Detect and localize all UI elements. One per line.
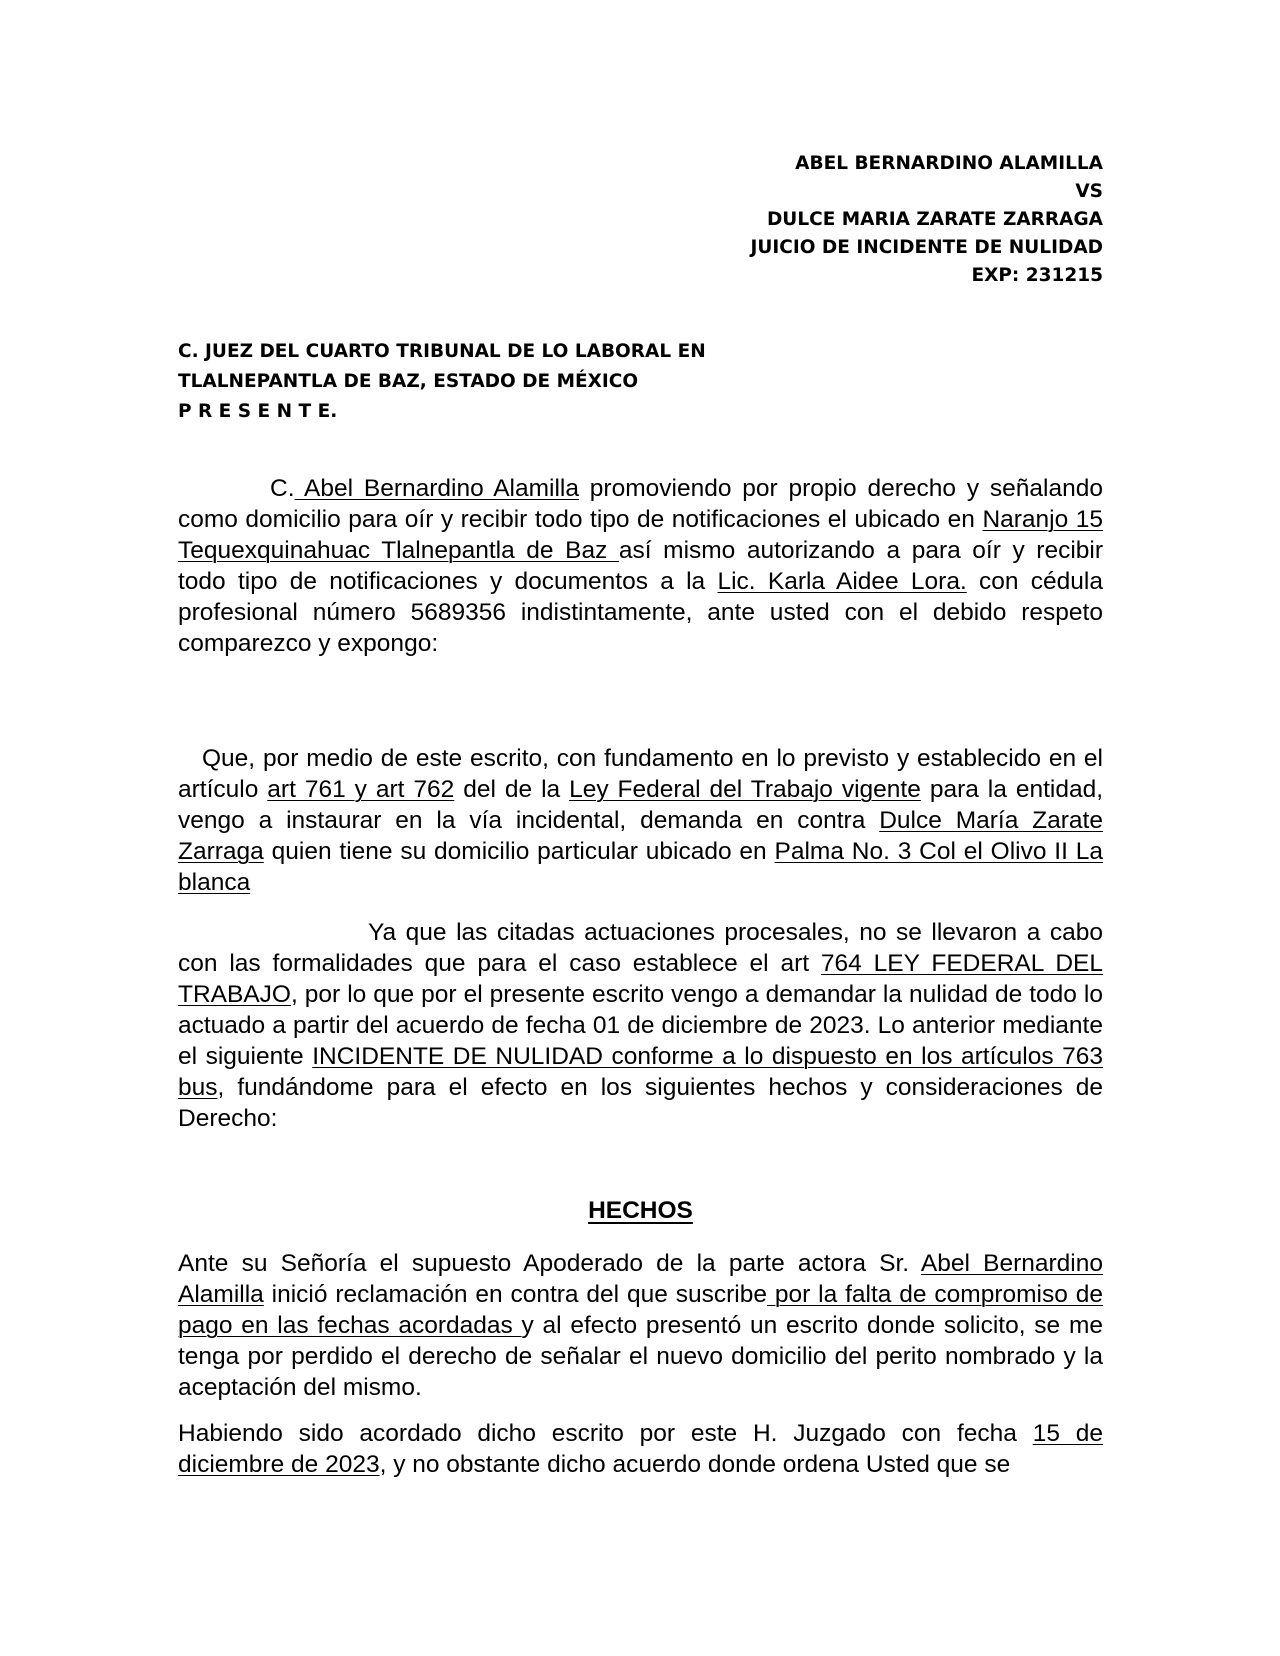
- petition-text-3: para la entidad, vengo a instaurar en la vía incidental, demanda en contra: [178, 776, 1104, 834]
- hechos-heading: [178, 1197, 1103, 1225]
- nullity-text-2: , por lo que por el presente escrito vengo a demandar la nulidad de todo lo actuado a partir del acuerdo de fecha 01 de diciembre de 2023. Lo anterior mediante el siguiente: [178, 981, 1103, 1070]
- authorized-lawyer: Lic. Karla Aidee Lora.: [717, 568, 967, 595]
- addressee-line-1: C. JUEZ DEL CUARTO TRIBUNAL DE LO LABORAL EN: [178, 341, 706, 362]
- nullity-paragraph: [178, 917, 1103, 1134]
- hechos1-text-3: y al efecto presentó un escrito donde solicito, se me tenga por perdido el derecho de señalar el nuevo domicilio del perito nombrado y la aceptación del mismo.: [178, 1312, 1103, 1401]
- article-764-reference: 764 LEY FEDERAL DEL TRABAJO: [178, 950, 1103, 1008]
- intro-text-3: así mismo autorizando a para oír y recibir todo tipo de notificaciones y documentos a la: [178, 537, 1104, 595]
- plaintiff-name: ABEL BERNARDINO ALAMILLA: [795, 153, 1103, 174]
- hechos2-text-2: , y no obstante dicho acuerdo donde ordena Usted que se: [379, 1451, 1011, 1478]
- addressee-line-3: P R E S E N T E.: [178, 401, 338, 422]
- defendant-name: DULCE MARIA ZARATE ZARRAGA: [766, 209, 1103, 230]
- case-caption: [700, 150, 1103, 290]
- addressee-line-2: TLALNEPANTLA DE BAZ, ESTADO DE MÉXICO: [178, 371, 639, 392]
- petition-text-2: del de la: [454, 776, 570, 803]
- law-reference: Ley Federal del Trabajo vigente: [569, 776, 921, 803]
- plaintiff-reference: Abel Bernardino Alamilla: [178, 1250, 1103, 1308]
- articles-reference: art 761 y art 762: [267, 776, 455, 803]
- hechos1-text-1: Ante su Señoría el supuesto Apoderado de la parte actora Sr.: [178, 1250, 921, 1277]
- nullity-text-1: Ya que las citadas actuaciones procesales, no se llevaron a cabo con las formalidades que para el caso establece el art: [178, 919, 1103, 977]
- hechos-heading-text: HECHOS: [588, 1197, 693, 1224]
- addressee-block: [178, 337, 778, 427]
- hechos2-text-1: Habiendo sido acordado dicho escrito por este H. Juzgado con fecha: [178, 1420, 1033, 1447]
- petition-paragraph: [178, 743, 1103, 898]
- petition-text-4: quien tiene su domicilio particular ubicado en: [263, 838, 775, 865]
- trial-type: JUICIO DE INCIDENTE DE NULIDAD: [750, 237, 1103, 258]
- claim-reason: por la falta de compromiso de pago en las fechas acordadas: [178, 1281, 1103, 1339]
- intro-text-4: con cédula profesional número 5689356 indistintamente, ante usted con el debido respeto comparezco y expongo:: [178, 568, 1104, 657]
- hechos-paragraph-1: [178, 1248, 1103, 1403]
- nullity-text-3: , fundándome para el efecto en los siguientes hechos y consideraciones de Derecho:: [178, 1074, 1103, 1132]
- intro-paragraph: [178, 473, 1103, 659]
- promoter-name: Abel Bernardino Alamilla: [294, 475, 579, 502]
- agreement-date: 15 de diciembre de 2023: [178, 1420, 1103, 1478]
- promoter-address: Naranjo 15 Tequexquinahuac Tlalnepantla de Baz: [178, 506, 1103, 564]
- hechos-paragraph-2: [178, 1418, 1103, 1480]
- intro-text-1: C.: [270, 475, 295, 502]
- intro-text-2: promoviendo por propio derecho y señalando como domicilio para oír y recibir todo tipo de notificaciones el ubicado en: [178, 475, 1103, 533]
- file-number: EXP: 231215: [971, 265, 1103, 286]
- petition-text-1: Que, por medio de este escrito, con fundamento en lo previsto y establecido en el artículo: [178, 745, 1103, 803]
- incident-reference: INCIDENTE DE NULIDAD conforme a lo dispuesto en los artículos 763 bus: [178, 1043, 1103, 1101]
- defendant-reference: Dulce María Zarate Zarraga: [178, 807, 1103, 865]
- defendant-address: Palma No. 3 Col el Olivo II La blanca: [178, 838, 1103, 896]
- hechos1-text-2: inició reclamación en contra del que suscribe: [263, 1281, 767, 1308]
- versus-label: VS: [1075, 181, 1103, 202]
